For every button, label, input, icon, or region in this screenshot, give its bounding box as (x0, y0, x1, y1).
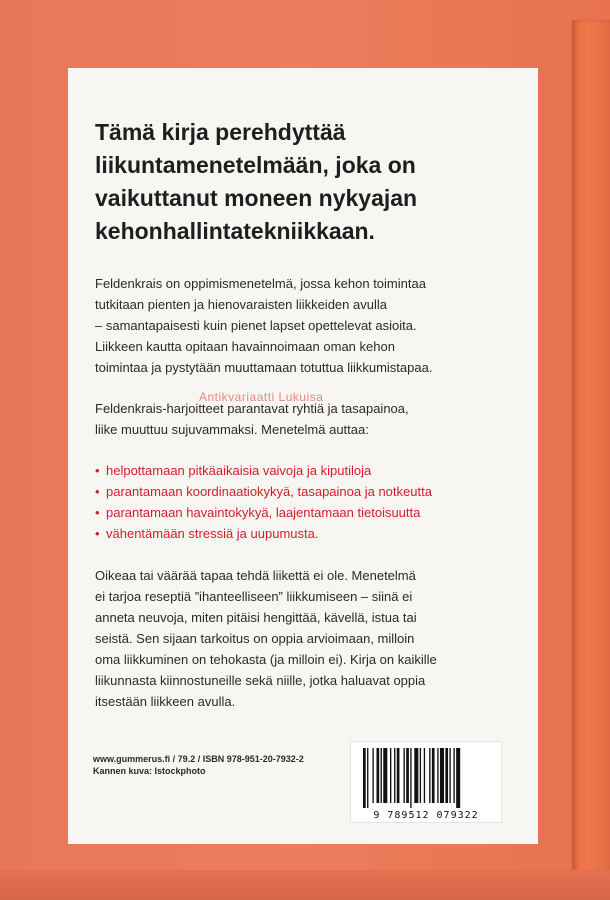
benefit-item (95, 523, 535, 544)
cover-bottom-edge (0, 870, 610, 900)
barcode-bar (406, 748, 409, 803)
benefit-text: parantamaan havaintokykyä, laajentamaan tietoisuutta (106, 505, 421, 520)
barcode-icon (363, 748, 489, 808)
closing-line: itsestään liikkeen avulla. (95, 694, 236, 709)
barcode-bar (429, 748, 430, 803)
barcode-bar (377, 748, 380, 803)
cover-credit: Kannen kuva: Istockphoto (93, 766, 206, 776)
benefit-text: parantamaan koordinaatiokykyä, tasapainoa ja notkeutta (106, 484, 432, 499)
barcode-bar (404, 748, 405, 803)
seller-watermark: Antikvariaatti Lukuisa (199, 390, 324, 404)
benefits-intro-line: Feldenkrais-harjoitteet parantavat ryhtiä ja tasapainoa, (95, 401, 409, 416)
closing-line: liikunnasta kiinnostuneille sekä niille, jotka haluavat oppia (95, 673, 426, 688)
closing-line: anneta neuvoja, miten pitäisi hengittää, kävellä, istua tai (95, 610, 417, 625)
closing-line: Oikeaa tai väärää tapaa tehdä liikettä ei ole. Menetelmä (95, 568, 416, 583)
publisher-info (93, 753, 343, 777)
barcode-bar (363, 748, 366, 808)
intro-line: tutkitaan pienten ja hienovaraisten liikkeiden avulla (95, 297, 387, 312)
barcode-bar (414, 748, 418, 803)
closing-line: seistä. Sen sijaan tarkoitus on oppia arvioimaan, milloin (95, 631, 415, 646)
benefits-intro-paragraph (95, 398, 525, 440)
intro-line: toimintaa ja pystytään muuttamaan totuttua liikkumistapaa. (95, 360, 433, 375)
intro-paragraph (95, 273, 525, 378)
bullet-icon: • (95, 463, 100, 478)
closing-line: oma liikkuminen on tehokasta (ja milloin ei). Kirja on kaikille (95, 652, 437, 667)
barcode-bar (383, 748, 387, 803)
closing-line: ei tarjoa reseptiä ”ihanteelliseen” liikkumiseen – siinä ei (95, 589, 413, 604)
headline-line: vaikuttanut moneen nykyajan (95, 185, 418, 211)
barcode-bar (424, 748, 425, 803)
headline-line: liikuntamenetelmään, joka on (95, 152, 416, 178)
book-spine (572, 20, 610, 900)
barcode-bar (397, 748, 400, 803)
benefits-intro-line: liike muuttuu sujuvammaksi. Menetelmä auttaa: (95, 422, 369, 437)
bullet-icon: • (95, 526, 100, 541)
barcode-bar (410, 748, 411, 808)
barcode-bar (437, 748, 438, 803)
intro-line: Feldenkrais on oppimismenetelmä, jossa kehon toimintaa (95, 276, 426, 291)
benefit-item (95, 460, 535, 481)
headline-line: kehonhallintatekniikkaan. (95, 218, 375, 244)
barcode-bar (445, 748, 448, 803)
barcode-bar (390, 748, 391, 803)
barcode-bar (432, 748, 435, 803)
barcode-bar (420, 748, 421, 803)
benefit-text: vähentämään stressiä ja uupumusta. (106, 526, 319, 541)
bullet-icon: • (95, 484, 100, 499)
benefit-text: helpottamaan pitkäaikaisia vaivoja ja kiputiloja (106, 463, 372, 478)
intro-line: – samantapaisesti kuin pienet lapset opettelevat asioita. (95, 318, 417, 333)
barcode-bar (453, 748, 454, 803)
isbn-barcode (350, 741, 502, 823)
barcode-bar (367, 748, 368, 808)
benefit-item (95, 502, 535, 523)
barcode-bar (456, 748, 460, 808)
bullet-icon: • (95, 505, 100, 520)
headline (95, 116, 525, 248)
publisher-isbn-line: www.gummerus.fi / 79.2 / ISBN 978-951-20-7932-2 (93, 754, 304, 764)
intro-line: Liikkeen kautta opitaan havainnoimaan oman kehon (95, 339, 395, 354)
barcode-bar (394, 748, 395, 803)
benefits-list (95, 460, 535, 544)
closing-paragraph (95, 565, 525, 712)
barcode-bar (449, 748, 450, 803)
barcode-bar (381, 748, 382, 803)
barcode-bar (440, 748, 444, 803)
barcode-number: 9 789512 079322 (373, 810, 479, 821)
barcode-bar (372, 748, 373, 803)
headline-line: Tämä kirja perehdyttää (95, 119, 346, 145)
benefit-item (95, 481, 535, 502)
